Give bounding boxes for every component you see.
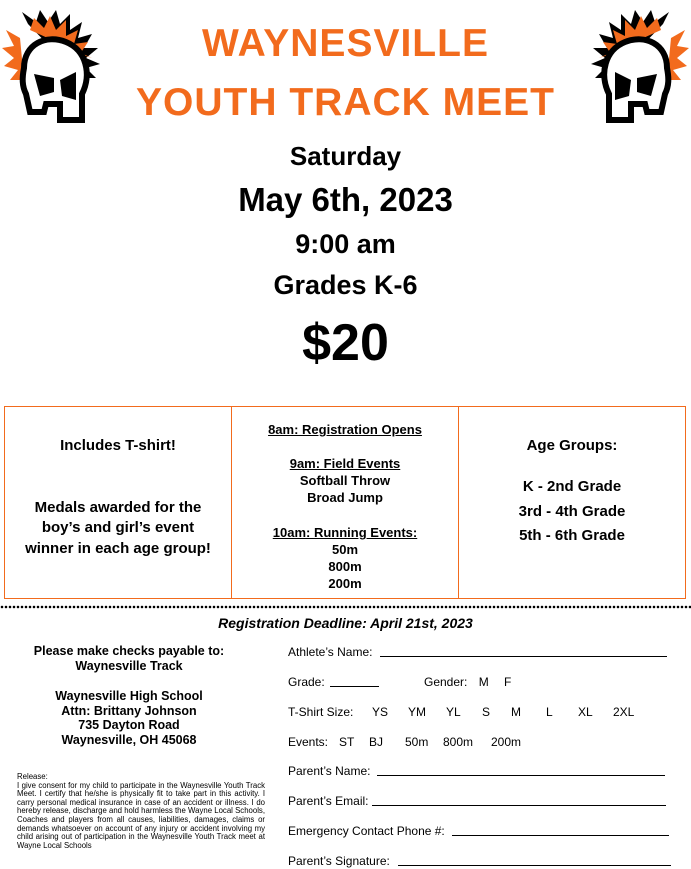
schedule-box xyxy=(231,406,459,599)
title-line-2: YOUTH TRACK MEET xyxy=(136,81,555,124)
medals-line-3: winner in each age group! xyxy=(25,540,211,557)
address-line-4: Waynesville, OH 45068 xyxy=(61,733,197,747)
age-groups-heading: Age Groups: xyxy=(526,437,618,454)
address-line-2: Attn: Brittany Johnson xyxy=(61,704,197,718)
gender-field xyxy=(424,675,511,689)
release-text-block xyxy=(17,773,265,850)
age-group-item: 5th - 6th Grade xyxy=(519,527,625,544)
gender-option[interactable]: F xyxy=(504,675,512,689)
size-option[interactable]: S xyxy=(482,705,491,719)
release-body: I give consent for my child to participate in the Waynesville Youth Track Meet. I certify that he/she is physically fit to take part in this activity. I carry personal medical insurance in case of an accident or illness. I do hereby release, discharge and hold harmless the Wayne Local Schools, Coaches and players from all causes, liabilities, damages, claims or demands whatsoever on account of any injury or accident involving my child arising out of participation in the Waynesville Youth Track meet at Wayne Local Schools xyxy=(17,780,265,850)
gender-label: Gender: xyxy=(424,675,468,689)
event-option[interactable]: 50m xyxy=(405,735,429,749)
medals-line-1: Medals awarded for the xyxy=(34,499,202,516)
event-time: 9:00 am xyxy=(295,229,396,259)
parent-signature-label: Parent’s Signature: xyxy=(288,854,390,868)
event-option[interactable]: ST xyxy=(339,735,355,749)
athlete-name-field[interactable] xyxy=(380,656,667,657)
schedule-registration: 8am: Registration Opens xyxy=(268,422,422,437)
grade-label: Grade: xyxy=(288,675,325,689)
grade-field[interactable] xyxy=(330,686,379,687)
parent-name-label: Parent’s Name: xyxy=(288,764,371,778)
event-option[interactable]: 200m xyxy=(491,735,522,749)
parent-name-field[interactable] xyxy=(377,775,665,776)
size-option[interactable]: YM xyxy=(408,705,426,719)
schedule-field-heading: 9am: Field Events xyxy=(289,456,401,471)
address-line-3: 735 Dayton Road xyxy=(78,718,180,732)
size-option[interactable]: L xyxy=(546,705,553,719)
athlete-name-label: Athlete’s Name: xyxy=(288,645,373,659)
tshirt-note: Includes T-shirt! xyxy=(60,437,176,454)
event-day: Saturday xyxy=(289,141,402,171)
emergency-phone-label: Emergency Contact Phone #: xyxy=(288,824,445,838)
size-option[interactable]: XL xyxy=(578,705,593,719)
field-event-item: Broad Jump xyxy=(307,490,383,505)
gender-option[interactable]: M xyxy=(478,675,489,689)
parent-signature-field[interactable] xyxy=(398,865,671,866)
age-group-item: K - 2nd Grade xyxy=(522,478,622,495)
size-option[interactable]: YL xyxy=(446,705,461,719)
event-option[interactable]: BJ xyxy=(369,735,384,749)
event-date: May 6th, 2023 xyxy=(238,181,453,218)
running-event-item: 200m xyxy=(328,576,362,591)
cut-line-divider xyxy=(0,605,691,609)
payment-line-2: Waynesville Track xyxy=(75,659,183,673)
event-option[interactable]: 800m xyxy=(443,735,474,749)
size-option[interactable]: M xyxy=(511,705,521,719)
events-label: Events: xyxy=(288,735,329,749)
medals-line-2: boy’s and girl’s event xyxy=(41,519,195,536)
field-event-item: Softball Throw xyxy=(299,473,391,488)
size-option[interactable]: 2XL xyxy=(613,705,635,719)
tshirt-size-label: T-Shirt Size: xyxy=(288,705,354,719)
release-label: Release: xyxy=(17,772,48,781)
age-groups-box xyxy=(458,406,686,599)
event-grades: Grades K-6 xyxy=(273,270,418,300)
parent-email-label: Parent’s Email: xyxy=(288,794,369,808)
schedule-running-heading: 10am: Running Events: xyxy=(272,525,418,540)
event-price: $20 xyxy=(302,314,389,372)
running-event-item: 800m xyxy=(328,559,362,574)
size-option[interactable]: YS xyxy=(372,705,389,719)
registration-deadline: Registration Deadline: April 21st, 2023 xyxy=(218,615,473,631)
info-box-left xyxy=(4,406,232,599)
address-line-1: Waynesville High School xyxy=(55,689,203,703)
running-event-item: 50m xyxy=(331,542,359,557)
payment-line-1: Please make checks payable to: xyxy=(33,644,225,658)
emergency-phone-field[interactable] xyxy=(452,835,669,836)
title-line-1: WAYNESVILLE xyxy=(202,22,489,65)
parent-email-field[interactable] xyxy=(372,805,666,806)
age-group-item: 3rd - 4th Grade xyxy=(518,503,626,520)
